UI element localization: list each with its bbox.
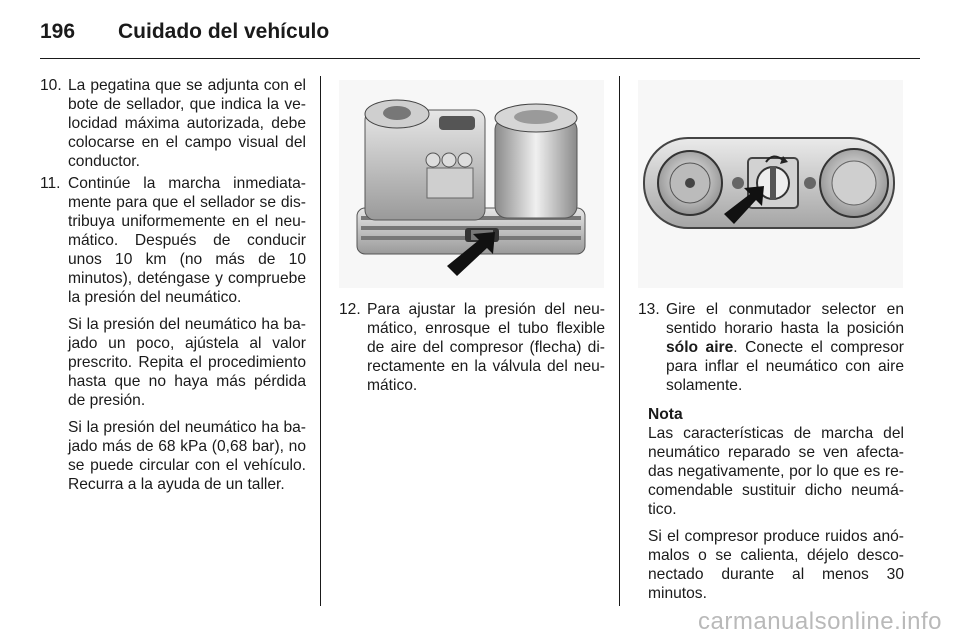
step-text: Para ajustar la presión del neumático, enrosque el tubo flexible de aire del compresor (flecha) directamente en la válvula del neumático. xyxy=(367,301,605,394)
note-paragraph-1: Las características de marcha del neumático reparado se ven afectadas negativamente, por lo que es recomendable sustituir dicho neumático. xyxy=(648,425,904,518)
column-divider-2 xyxy=(619,76,620,606)
page-header xyxy=(40,18,920,59)
page-title: Cuidado del vehículo xyxy=(118,20,330,43)
column-divider-1 xyxy=(320,76,321,606)
step-10 xyxy=(40,76,306,171)
step-13 xyxy=(638,300,904,395)
step-12 xyxy=(339,300,605,395)
step-number: 12. xyxy=(339,301,361,318)
step-text xyxy=(666,300,904,395)
page-number: 196 xyxy=(40,20,76,43)
compressor-hose-illustration xyxy=(339,80,604,288)
step-text: Continúe la marcha inmediatamente para que el sellador se distribuya uniformemente en el neumático. Después de conducir unos 10 km (no más de 10 minutos), deténgase y compruebe la presión del neumático. xyxy=(68,175,306,306)
step-text-part-a: Gire el conmutador selector en sentido horario hasta la posición xyxy=(666,301,904,337)
step-text-part-b: . Conecte el compresor para inflar el neumático con aire solamente. xyxy=(666,339,904,394)
step-11-paragraph-2: Si la presión del neumático ha bajado un poco, ajústela al valor prescrito. Repita el procedimiento hasta que no haya más pérdida de presión. xyxy=(68,316,306,409)
step-number: 10. xyxy=(40,77,62,94)
selector-switch-illustration xyxy=(638,80,903,288)
watermark: carmanualsonline.info xyxy=(698,608,942,635)
column-2 xyxy=(339,300,605,398)
air-only-label: sólo aire xyxy=(666,339,734,356)
step-11 xyxy=(40,174,306,307)
step-text: La pegatina que se adjunta con el bote de sellador, que indica la velocidad máxima autorizada, debe colocarse en el campo visual del conductor. xyxy=(68,77,306,170)
step-11-paragraph-3: Si la presión del neumático ha bajado más de 68 kPa (0,68 bar), no se puede circular con el vehículo. Recurra a la ayuda de un taller. xyxy=(68,419,306,493)
note-block xyxy=(638,405,904,603)
selector-drawing xyxy=(638,80,903,288)
column-3 xyxy=(638,300,904,603)
compressor-drawing xyxy=(339,80,604,288)
note-paragraph-2: Si el compresor produce ruidos anómalos o se calienta, déjelo desconectado durante al menos 30 minutos. xyxy=(648,528,904,602)
column-1 xyxy=(40,76,306,494)
step-number: 11. xyxy=(40,175,61,192)
note-title: Nota xyxy=(648,406,683,423)
step-number: 13. xyxy=(638,301,660,318)
